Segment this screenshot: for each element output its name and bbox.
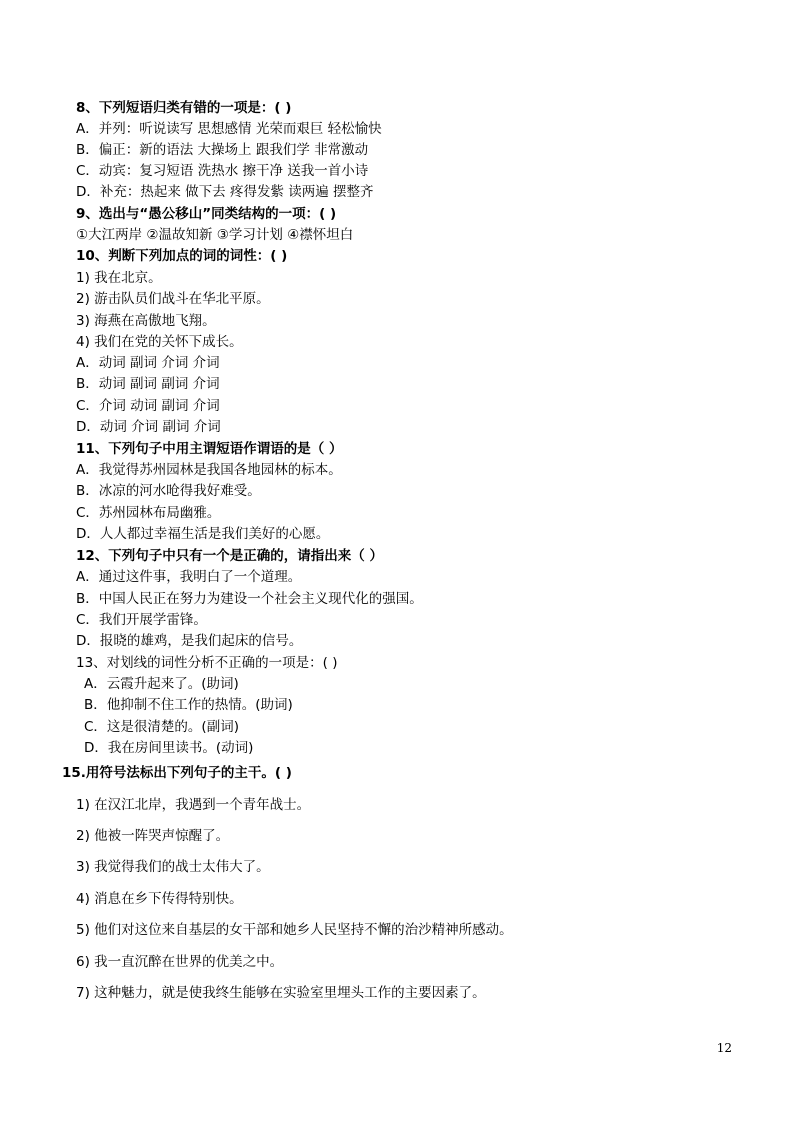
question-8-title: 8、下列短语归类有错的一项是：( ) [76, 100, 292, 116]
question-11-title: 11、下列句子中用主谓短语作谓语的是（ ） [76, 441, 343, 457]
question-12-option-b: B．中国人民正在努力为建设一个社会主义现代化的强国。 [76, 591, 423, 607]
question-13-option-b: B．他抑制不住工作的热情。(助词) [84, 697, 293, 713]
page-number: 12 [716, 1041, 732, 1055]
question-10-option-c: C．介词 动词 副词 介词 [76, 398, 220, 414]
question-8-option-a: A．并列：听说读写 思想感情 光荣而艰巨 轻松愉快 [76, 121, 382, 137]
question-13-option-a: A．云霞升起来了。(助词) [84, 676, 239, 692]
question-11-option-a: A．我觉得苏州园林是我国各地园林的标本。 [76, 462, 342, 478]
question-11-option-b: B．冰凉的河水呛得我好难受。 [76, 483, 261, 499]
question-15-sentence-6: 6) 我一直沉醉在世界的优美之中。 [76, 954, 284, 970]
question-10-sentence-3: 3) 海燕在高傲地飞翔。 [76, 313, 216, 329]
question-15-sentence-3: 3) 我觉得我们的战士太伟大了。 [76, 859, 270, 875]
question-15-sentence-1: 1) 在汉江北岸，我遇到一个青年战士。 [76, 797, 311, 813]
question-15-sentence-7: 7) 这种魅力，就是使我终生能够在实验室里埋头工作的主要因素了。 [76, 985, 486, 1001]
question-10-option-d: D．动词 介词 副词 介词 [76, 419, 221, 435]
question-9-options: ①大江两岸 ②温故知新 ③学习计划 ④襟怀坦白 [76, 227, 354, 243]
question-15-sentence-4: 4) 消息在乡下传得特别快。 [76, 891, 243, 907]
question-15-sentence-5: 5) 他们对这位来自基层的女干部和她乡人民坚持不懈的治沙精神所感动。 [76, 922, 513, 938]
question-13-option-d: D．我在房间里读书。(动词) [84, 740, 254, 756]
question-11-option-c: C．苏州园林布局幽雅。 [76, 505, 221, 521]
question-15-title: 15.用符号法标出下列句子的主干。( ) [62, 765, 292, 781]
question-8-option-c: C．动宾：复习短语 洗热水 擦干净 送我一首小诗 [76, 163, 369, 179]
question-10-option-a: A．动词 副词 介词 介词 [76, 355, 220, 371]
question-10-sentence-4: 4) 我们在党的关怀下成长。 [76, 334, 243, 350]
question-8-option-d: D．补充：热起来 做下去 疼得发紫 读两遍 摆整齐 [76, 184, 374, 200]
question-12-option-d: D．报晓的雄鸡，是我们起床的信号。 [76, 633, 303, 649]
question-10-sentence-2: 2) 游击队员们战斗在华北平原。 [76, 291, 270, 307]
question-13-option-c: C．这是很清楚的。(副词) [84, 719, 239, 735]
question-10-option-b: B．动词 副词 副词 介词 [76, 376, 220, 392]
question-10-title: 10、判断下列加点的词的词性：( ) [76, 248, 288, 264]
question-10-sentence-1: 1) 我在北京。 [76, 270, 162, 286]
question-8-option-b: B．偏正：新的语法 大操场上 跟我们学 非常激动 [76, 142, 369, 158]
question-15-sentence-2: 2) 他被一阵哭声惊醒了。 [76, 828, 230, 844]
question-9-title: 9、选出与“愚公移山”同类结构的一项：( ) [76, 206, 337, 222]
question-12-title: 12、下列句子中只有一个是正确的，请指出来（ ） [76, 548, 383, 564]
question-12-option-c: C．我们开展学雷锋。 [76, 612, 207, 628]
question-11-option-d: D．人人都过幸福生活是我们美好的心愿。 [76, 526, 330, 542]
question-12-option-a: A．通过这件事，我明白了一个道理。 [76, 569, 302, 585]
question-13-title: 13、对划线的词性分析不正确的一项是：( ) [76, 655, 338, 671]
